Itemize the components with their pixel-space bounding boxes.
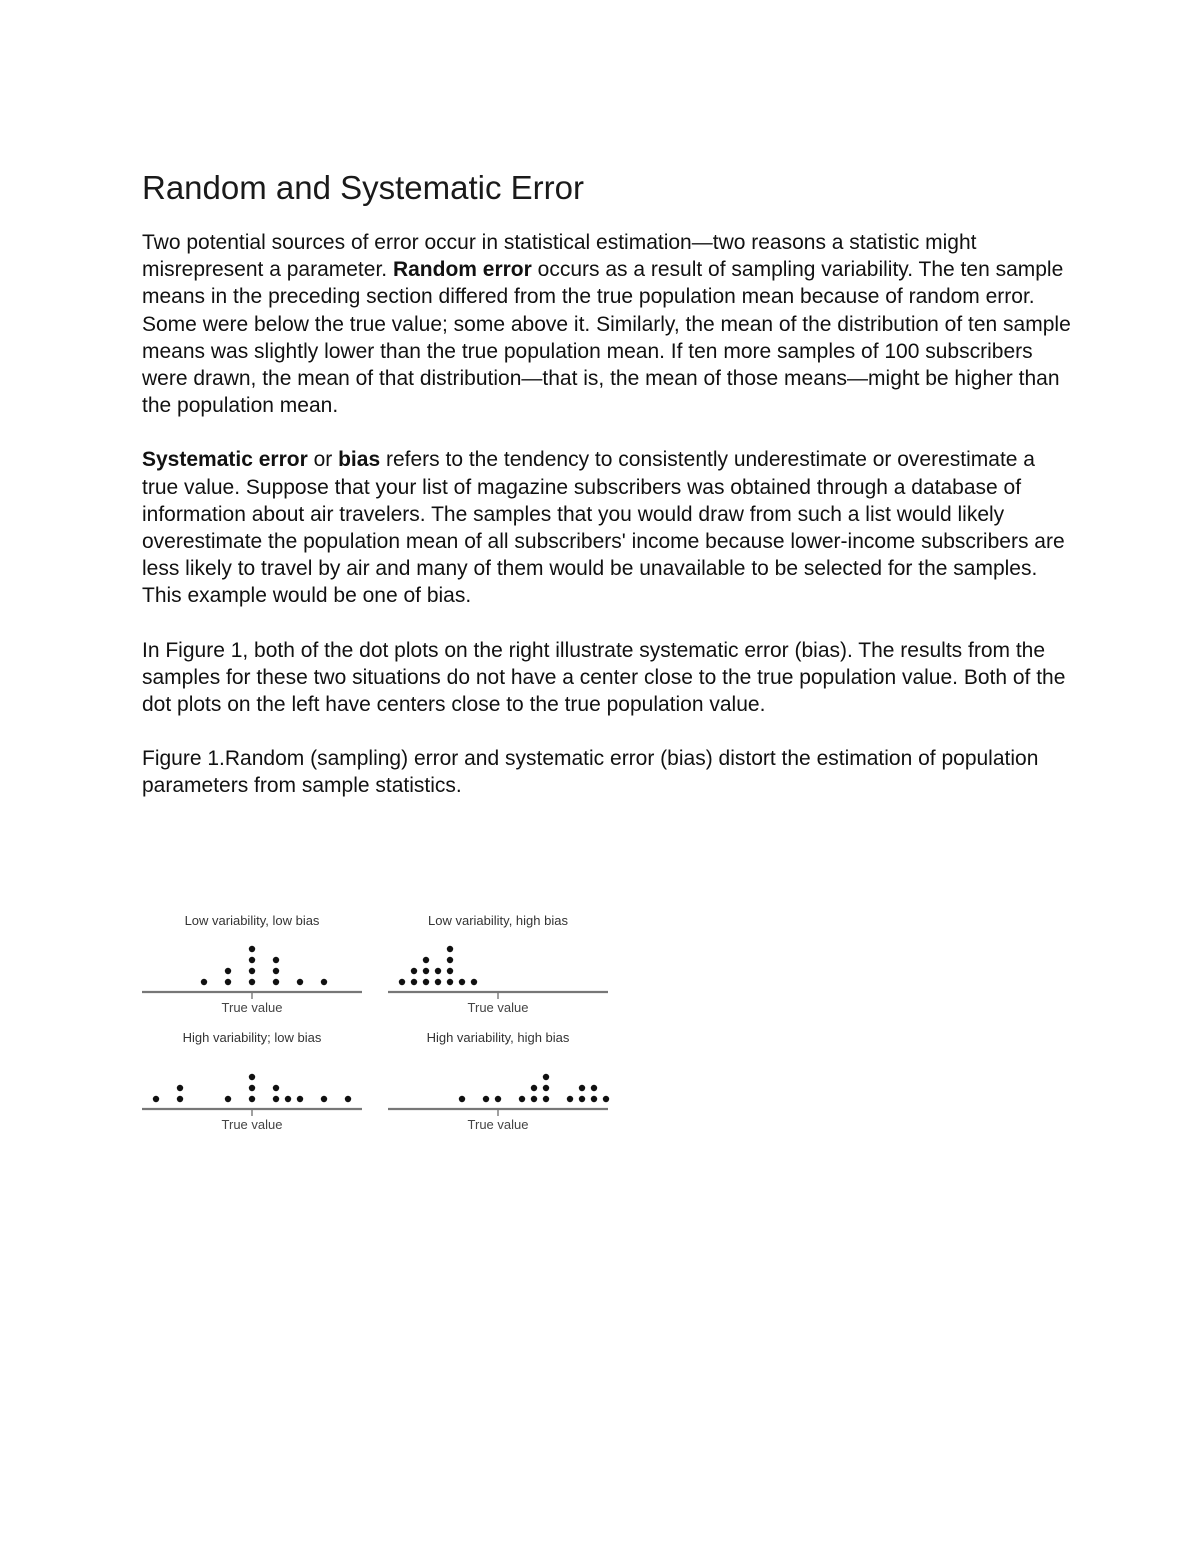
data-dot [471, 979, 477, 985]
data-dot [249, 1085, 255, 1091]
data-dot [435, 968, 441, 974]
data-dot [249, 1074, 255, 1080]
data-dot [459, 1096, 465, 1102]
data-dot [543, 1085, 549, 1091]
data-dot [225, 979, 231, 985]
term-bias: bias [338, 448, 381, 472]
true-value-label: True value [467, 1000, 529, 1015]
data-dot [285, 1096, 291, 1102]
data-dot [519, 1096, 525, 1102]
data-dot [249, 968, 255, 974]
dot-plots-svg [138, 905, 613, 1135]
data-dot [447, 968, 453, 974]
data-dot [531, 1096, 537, 1102]
plot-title: Low variability, high bias [428, 913, 568, 928]
data-dot [591, 1085, 597, 1091]
data-dot [345, 1096, 351, 1102]
data-dot [447, 979, 453, 985]
data-dot [603, 1096, 609, 1102]
figure-caption: Figure 1.Random (sampling) error and systematic error (bias) distort the estimation of population parameters from sample statistics. [142, 747, 1039, 798]
data-dot [273, 1085, 279, 1091]
page-title: Random and Systematic Error [142, 169, 585, 206]
dot-plot-3 [142, 1030, 362, 1132]
plot-title: Low variability, low bias [184, 913, 320, 928]
data-dot [297, 1096, 303, 1102]
data-dot [249, 979, 255, 985]
plot-title: High variability; low bias [182, 1030, 322, 1045]
data-dot [249, 946, 255, 952]
data-dot [273, 1096, 279, 1102]
data-dot [435, 979, 441, 985]
data-dot [495, 1096, 501, 1102]
data-dot [423, 979, 429, 985]
data-dot [249, 957, 255, 963]
data-dot [225, 1096, 231, 1102]
data-dot [297, 979, 303, 985]
data-dot [201, 979, 207, 985]
document-body [142, 166, 1072, 827]
dot-plot-1 [142, 913, 362, 1015]
data-dot [567, 1096, 573, 1102]
data-dot [273, 957, 279, 963]
data-dot [543, 1096, 549, 1102]
data-dot [579, 1085, 585, 1091]
data-dot [273, 979, 279, 985]
true-value-label: True value [221, 1000, 283, 1015]
data-dot [273, 968, 279, 974]
true-value-label: True value [467, 1117, 529, 1132]
plot-title: High variability, high bias [426, 1030, 570, 1045]
data-dot [177, 1085, 183, 1091]
dot-plot-2 [388, 913, 608, 1015]
data-dot [411, 968, 417, 974]
data-dot [447, 957, 453, 963]
term-systematic-error: Systematic error [142, 448, 308, 472]
true-value-label: True value [221, 1117, 283, 1132]
data-dot [531, 1085, 537, 1091]
data-dot [177, 1096, 183, 1102]
dot-plot-4 [388, 1030, 613, 1132]
data-dot [483, 1096, 489, 1102]
data-dot [423, 957, 429, 963]
p2-text-rest: refers to the tendency to consistently underestimate or overestimate a true value. Suppose that your list of magazine subscribers was obtained through a database of information about air travelers. The samples that you would draw from such a list would likely overestimate the population mean of all subscribers' income because lower-income subscribers are less likely to travel by air and many of them would be unavailable to be selected for the samples. This example would be one of bias. [142, 448, 1065, 608]
term-random-error: Random error [392, 258, 532, 282]
p1-text-a: Two potential sources of error occur in statistical estimation—two reasons a statistic might misrepresent a parameter. [142, 231, 977, 282]
data-dot [225, 968, 231, 974]
paragraph-random-error [142, 229, 1072, 419]
data-dot [543, 1074, 549, 1080]
data-dot [411, 979, 417, 985]
data-dot [447, 946, 453, 952]
data-dot [579, 1096, 585, 1102]
data-dot [459, 979, 465, 985]
paragraph-systematic-error [142, 446, 1072, 609]
p1-text-c: occurs as a result of sampling variability. The ten sample means in the preceding section differed from the true population mean because of random error. Some were below the true value; some above it. Similarly, the mean of the distribution of ten sample means was slightly lower than the true population mean. If ten more samples of 100 subscribers were drawn, the mean of that distribution—that is, the mean of those means—might be higher than the population mean. [142, 258, 1071, 418]
dot-plot-figure [138, 905, 613, 1135]
data-dot [423, 968, 429, 974]
p2-text-mid: or [307, 448, 339, 472]
data-dot [153, 1096, 159, 1102]
data-dot [321, 979, 327, 985]
data-dot [591, 1096, 597, 1102]
paragraph-figure-reference: In Figure 1, both of the dot plots on the right illustrate systematic error (bias). The results from the samples for these two situations do not have a center close to the true population value. Both of the dot plots on the left have centers close to the true population value. [142, 638, 1066, 717]
data-dot [399, 979, 405, 985]
data-dot [249, 1096, 255, 1102]
data-dot [321, 1096, 327, 1102]
